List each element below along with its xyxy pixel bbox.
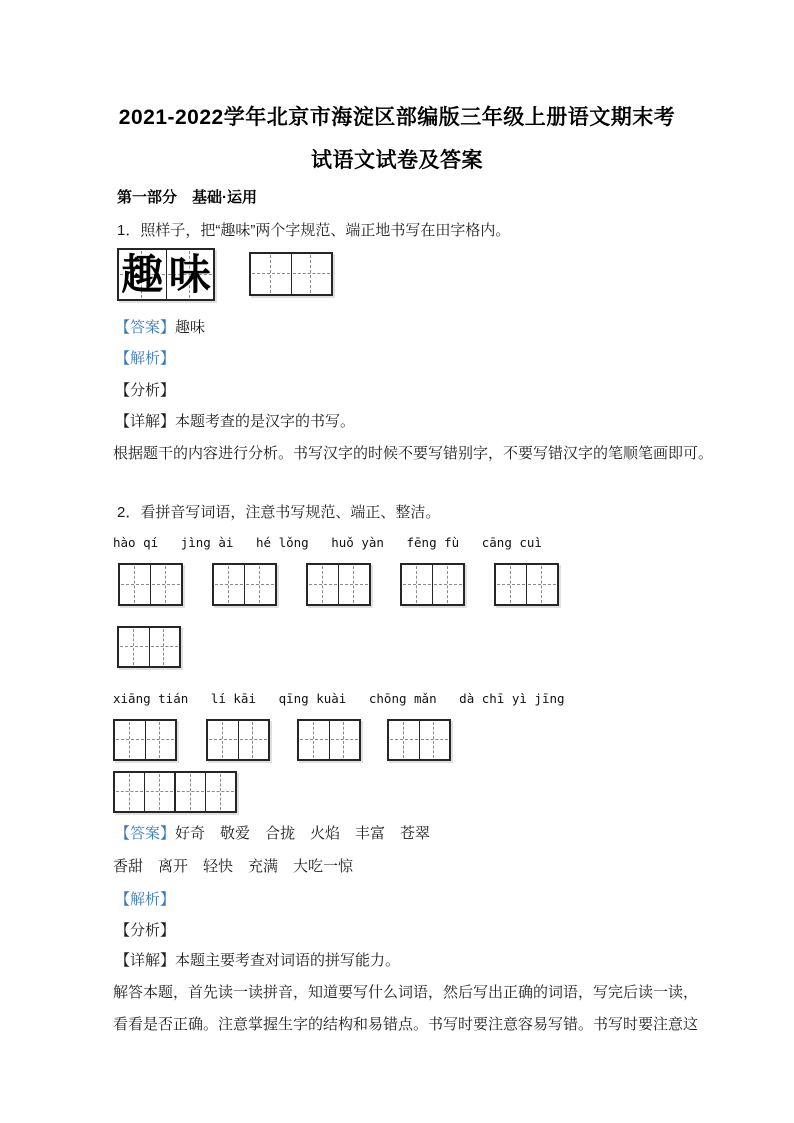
detail-label: 【详解】 (115, 952, 176, 969)
tianzige-cell (119, 250, 166, 299)
q2-answer-line-1 (115, 822, 430, 843)
tianzige-cell (308, 565, 338, 604)
q2-answer-line-2 (113, 855, 353, 876)
document-title-line1: 2021-2022学年北京市海淀区部编版三年级上册语文期末考 (118, 106, 676, 129)
analysis-label: 【解析】 (115, 891, 176, 908)
tianzige-cell (299, 721, 329, 759)
detail-label: 【详解】 (115, 413, 176, 430)
tianzige-cell (402, 565, 432, 604)
tianzige-cell (251, 254, 291, 294)
q1-answer-line (115, 316, 205, 337)
tianzige-cell (145, 721, 176, 759)
q1-detail-continuation: 根据题干的内容进行分析。书写汉字的时候不要写错别字，不要写错汉字的笔顺笔画即可。 (113, 445, 714, 462)
answer-label: 【答案】 (115, 319, 176, 336)
example-character-1: 趣 (121, 249, 164, 299)
tianzige-grid (494, 563, 559, 606)
q2-pinyin-row-2: xiāng tián lí kāi qīng kuài chōng mǎn dà chī yì jīng (113, 691, 565, 706)
tianzige-cell (389, 721, 419, 759)
tianzige-cell (208, 721, 238, 759)
tianzige-grid (387, 719, 451, 761)
section-heading: 第一部分 基础·运用 (117, 189, 257, 206)
tianzige-cell (174, 773, 205, 811)
q1-prompt: 1．照样子，把“趣味”两个字规范、端正地书写在田字格内。 (117, 222, 511, 239)
q1-analysis-line (115, 347, 175, 368)
tianzige-grid-four-cell (113, 771, 237, 813)
analysis-label: 【解析】 (115, 350, 176, 367)
tianzige-cell (329, 721, 360, 759)
tianzige-grid (113, 719, 177, 761)
tianzige-cell (244, 565, 275, 604)
tianzige-cell (214, 565, 244, 604)
tianzige-grid (306, 563, 371, 606)
tianzige-cell (115, 721, 145, 759)
example-character-2: 味 (168, 249, 211, 299)
tianzige-grid (118, 563, 183, 606)
tianzige-cell (496, 565, 526, 604)
q2-answer-values-1: 好奇 敬爱 合拢 火焰 丰富 苍翠 (175, 825, 431, 842)
tianzige-cell (150, 565, 181, 604)
q1-detail-line (115, 410, 355, 431)
q2-answer-values-2: 香甜 离开 轻快 充满 大吃一惊 (113, 858, 354, 875)
tianzige-grid (212, 563, 277, 606)
q2-detail-line (115, 949, 400, 970)
q1-detail-text: 本题考查的是汉字的书写。 (175, 413, 356, 430)
q1-answer-value: 趣味 (175, 319, 206, 336)
q1-blank-tianzige-grid (249, 252, 333, 296)
tianzige-cell (419, 721, 450, 759)
tianzige-cell (115, 773, 144, 811)
q1-example-tianzige-grid (117, 248, 215, 301)
q1-breakdown-line (115, 379, 175, 400)
document-title-line2: 试语文试卷及答案 (311, 149, 483, 172)
breakdown-label: 【分析】 (115, 922, 176, 939)
tianzige-cell (120, 565, 150, 604)
q2-prompt: 2．看拼音写词语，注意书写规范、端正、整洁。 (117, 504, 441, 521)
tianzige-grid (297, 719, 361, 761)
tianzige-grid (206, 719, 270, 761)
q2-detail-continuation-2: 看看是否正确。注意掌握生字的结构和易错点。书写时要注意容易写错。书写时要注意这 (113, 1016, 699, 1033)
tianzige-cell (144, 773, 174, 811)
tianzige-cell (526, 565, 557, 604)
answer-label: 【答案】 (115, 825, 176, 842)
q2-pinyin-row-1: hào qí jìng ài hé lǒng huǒ yàn fēng fù cāng cuì (113, 535, 542, 550)
tianzige-cell (238, 721, 269, 759)
q2-detail-text: 本题主要考查对词语的拼写能力。 (175, 952, 401, 969)
tianzige-cell (205, 773, 235, 811)
breakdown-label: 【分析】 (115, 382, 176, 399)
q2-analysis-line (115, 888, 175, 909)
tianzige-cell (149, 628, 180, 666)
tianzige-cell (291, 254, 332, 294)
tianzige-grid (117, 626, 181, 668)
tianzige-grid (400, 563, 465, 606)
tianzige-cell (338, 565, 369, 604)
tianzige-cell (119, 628, 149, 666)
tianzige-cell (166, 250, 214, 299)
q2-breakdown-line (115, 919, 175, 940)
q2-detail-continuation-1: 解答本题，首先读一读拼音，知道要写什么词语，然后写出正确的词语，写完后读一读， (113, 984, 699, 1001)
tianzige-cell (432, 565, 463, 604)
